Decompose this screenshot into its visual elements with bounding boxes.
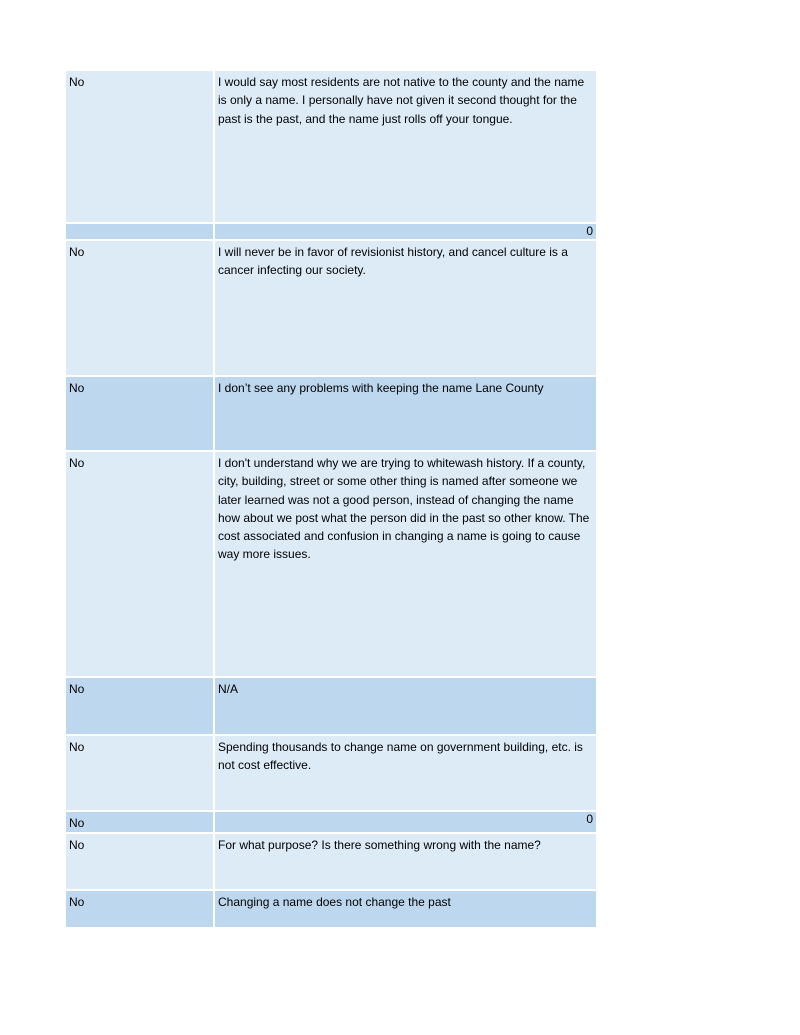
- comment-cell: For what purpose? Is there something wrong with the name?: [214, 833, 596, 890]
- comment-cell: 0: [214, 223, 596, 240]
- answer-cell: No: [66, 677, 214, 735]
- table-row: [66, 71, 596, 223]
- table-row: [66, 240, 596, 376]
- answer-cell: No: [66, 833, 214, 890]
- table-row: [66, 735, 596, 811]
- table-row: [66, 376, 596, 451]
- answer-cell: No: [66, 811, 214, 833]
- comment-cell: 0: [214, 811, 596, 833]
- survey-response-table: [66, 71, 596, 927]
- comment-cell: Spending thousands to change name on government building, etc. is not cost effective.: [214, 735, 596, 811]
- answer-cell: [66, 223, 214, 240]
- comment-cell: I don’t see any problems with keeping the name Lane County: [214, 376, 596, 451]
- answer-cell: No: [66, 735, 214, 811]
- answer-cell: No: [66, 71, 214, 223]
- comment-cell: I would say most residents are not native to the county and the name is only a name. I personally have not given it second thought for the past is the past, and the name just rolls off your tongue.: [214, 71, 596, 223]
- table-row: [66, 223, 596, 240]
- table-row: [66, 677, 596, 735]
- comment-cell: I will never be in favor of revisionist history, and cancel culture is a cancer infecting our society.: [214, 240, 596, 376]
- table-row: [66, 811, 596, 833]
- comment-cell: N/A: [214, 677, 596, 735]
- table-row: [66, 451, 596, 677]
- answer-cell: No: [66, 451, 214, 677]
- answer-cell: No: [66, 890, 214, 927]
- answer-cell: No: [66, 240, 214, 376]
- answer-cell: No: [66, 376, 214, 451]
- comment-cell: I don't understand why we are trying to whitewash history. If a county, city, building, street or some other thing is named after someone we later learned was not a good person, instead of changing the name how about we post what the person did in the past so other know. The cost associated and confusion in changing a name is going to cause way more issues.: [214, 451, 596, 677]
- table-row: [66, 890, 596, 927]
- comment-cell: Changing a name does not change the past: [214, 890, 596, 927]
- table-row: [66, 833, 596, 890]
